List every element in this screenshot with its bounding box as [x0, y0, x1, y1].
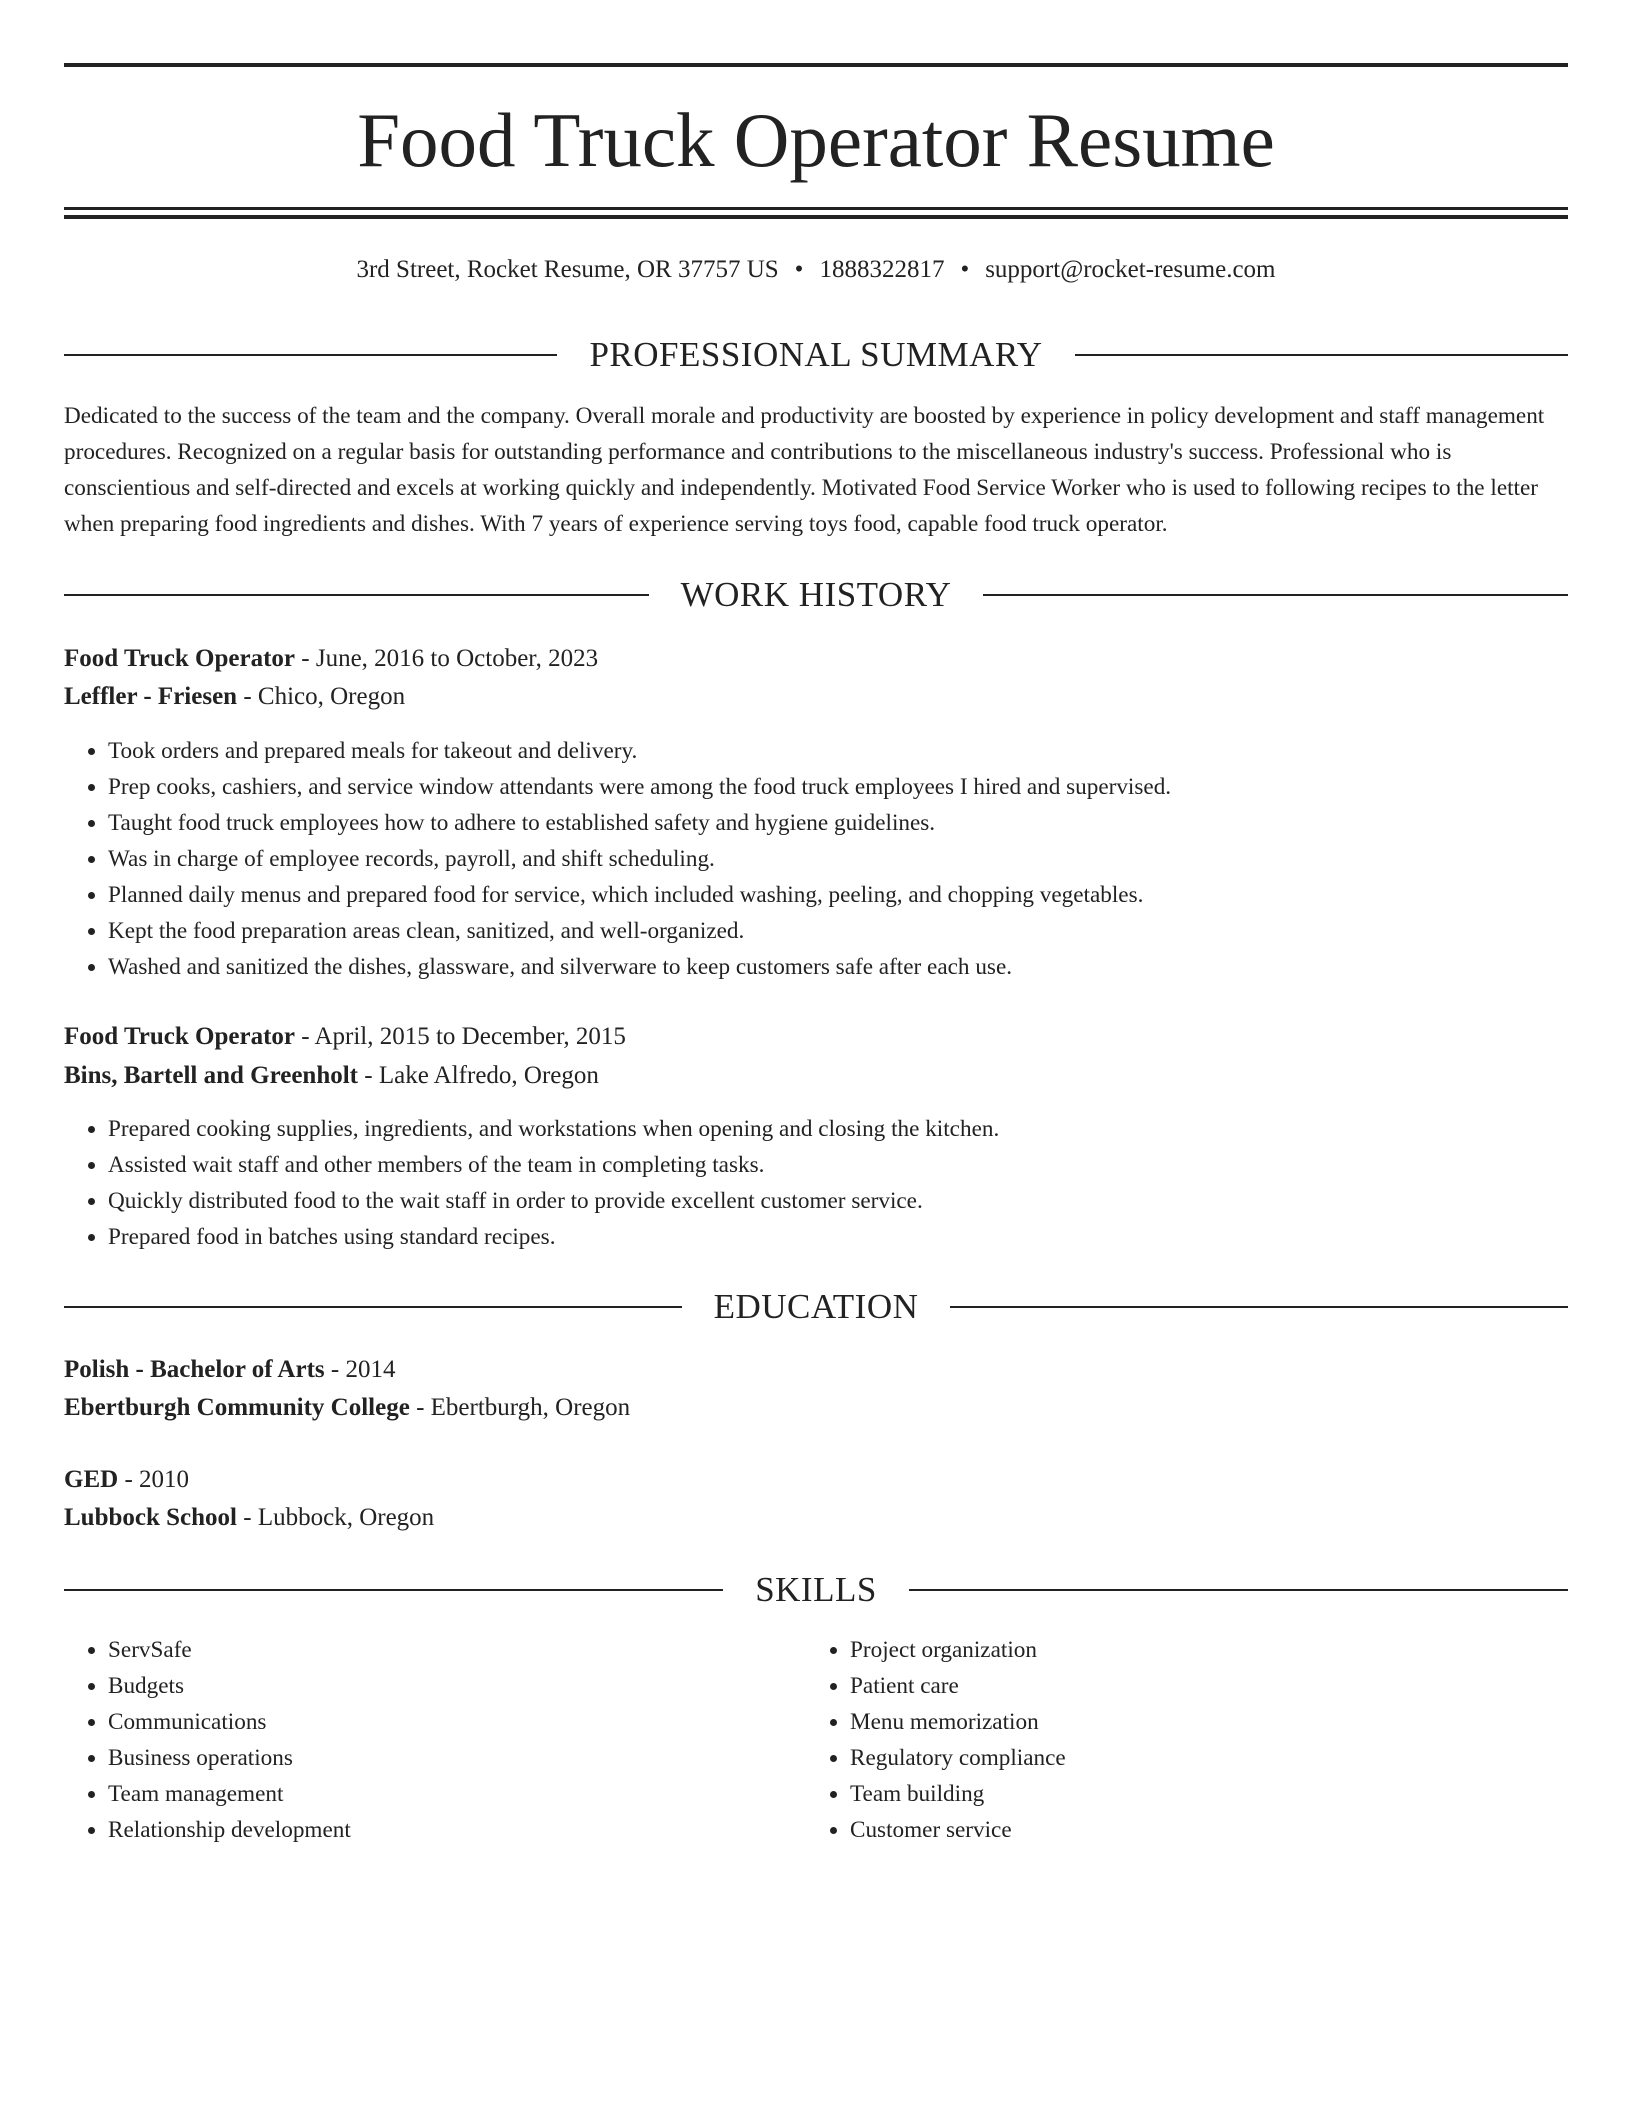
job-company-line	[64, 679, 405, 715]
skill-item: • Business operations	[108, 1740, 808, 1776]
section-title-skills: SKILLS	[755, 1570, 877, 1609]
section-header-skills	[64, 1567, 1568, 1613]
section-rule	[64, 594, 649, 596]
section-rule	[64, 1306, 682, 1308]
education-degree: GED	[64, 1466, 119, 1493]
job-title-line	[64, 1019, 626, 1055]
education-school-line	[64, 1390, 630, 1426]
job-title-line	[64, 641, 598, 677]
job-company: Leffler - Friesen	[64, 683, 238, 710]
list-item: • Was in charge of employee records, payroll, and shift scheduling.	[108, 841, 1171, 877]
title-top-rule	[64, 63, 1568, 67]
skill-item: • Team management	[108, 1776, 808, 1812]
education-location: - Lubbock, Oregon	[237, 1504, 435, 1531]
contact-separator: •	[794, 256, 804, 283]
section-rule	[950, 1306, 1568, 1308]
education-year: - 2010	[118, 1466, 190, 1493]
resume-title: Food Truck Operator Resume	[357, 97, 1275, 183]
education-degree-line	[64, 1352, 395, 1388]
job-company-line	[64, 1058, 599, 1094]
job-bullets	[64, 1111, 999, 1255]
skill-item: • Customer service	[850, 1812, 1550, 1848]
skill-item: • ServSafe	[108, 1632, 808, 1668]
list-item: • Planned daily menus and prepared food for service, which included washing, peeling, and chopping vegetables.	[108, 877, 1171, 913]
list-item: • Assisted wait staff and other members of the team in completing tasks.	[108, 1147, 999, 1183]
job-location: - Chico, Oregon	[237, 683, 406, 710]
education-school-line	[64, 1500, 434, 1536]
section-header-work	[64, 572, 1568, 618]
section-header-summary	[64, 332, 1568, 378]
education-school: Ebertburgh Community College	[64, 1394, 410, 1421]
education-degree: Polish - Bachelor of Arts	[64, 1356, 325, 1383]
skills-list-right	[806, 1632, 1550, 1848]
section-title-work: WORK HISTORY	[680, 575, 952, 614]
section-rule	[1075, 354, 1568, 356]
contact-phone: 1888322817	[819, 256, 945, 283]
section-title-summary: PROFESSIONAL SUMMARY	[589, 335, 1043, 374]
list-item: • Prepared food in batches using standard recipes.	[108, 1219, 999, 1255]
education-location: - Ebertburgh, Oregon	[409, 1394, 631, 1421]
contact-line	[64, 252, 1568, 288]
section-rule	[64, 354, 557, 356]
skill-item: • Communications	[108, 1704, 808, 1740]
title-bottom-rule-1	[64, 207, 1568, 210]
job-location: - Lake Alfredo, Oregon	[358, 1062, 599, 1089]
contact-email: support@rocket-resume.com	[985, 256, 1276, 283]
job-company: Bins, Bartell and Greenholt	[64, 1062, 359, 1089]
job-dates: - June, 2016 to October, 2023	[295, 645, 599, 672]
contact-separator: •	[960, 256, 970, 283]
section-header-education	[64, 1284, 1568, 1330]
skill-item: • Relationship development	[108, 1812, 808, 1848]
section-title-education: EDUCATION	[713, 1287, 919, 1326]
list-item: • Quickly distributed food to the wait staff in order to provide excellent customer service.	[108, 1183, 999, 1219]
job-dates: - April, 2015 to December, 2015	[295, 1023, 626, 1050]
section-rule	[64, 1589, 723, 1591]
skill-item: • Patient care	[850, 1668, 1550, 1704]
list-item: • Prepared cooking supplies, ingredients, and workstations when opening and closing the kitchen.	[108, 1111, 999, 1147]
contact-address: 3rd Street, Rocket Resume, OR 37757 US	[356, 256, 779, 283]
skill-item: • Project organization	[850, 1632, 1550, 1668]
summary-text: Dedicated to the success of the team and the company. Overall morale and productivity are boosted by experience in policy development and staff management procedures. Recognized on a regular basis for outstanding performance and contributions to the miscellaneous industry's success. Professional who is conscientious and self-directed and excels at working quickly and independently. Motivated Food Service Worker who is used to following recipes to the letter when preparing food ingredients and dishes. With 7 years of experience serving toys food, capable food truck operator.	[64, 403, 1545, 537]
skills-list-left	[64, 1632, 808, 1848]
job-bullets	[64, 733, 1171, 985]
section-rule	[909, 1589, 1568, 1591]
list-item: • Taught food truck employees how to adhere to established safety and hygiene guidelines.	[108, 805, 1171, 841]
skill-item: • Team building	[850, 1776, 1550, 1812]
education-degree-line	[64, 1462, 189, 1498]
skill-item: • Budgets	[108, 1668, 808, 1704]
list-item: • Prep cooks, cashiers, and service window attendants were among the food truck employees I hired and supervised.	[108, 769, 1171, 805]
education-school: Lubbock School	[64, 1504, 237, 1531]
list-item: • Kept the food preparation areas clean, sanitized, and well-organized.	[108, 913, 1171, 949]
education-year: - 2014	[324, 1356, 396, 1383]
job-title: Food Truck Operator	[64, 645, 296, 672]
skill-item: • Menu memorization	[850, 1704, 1550, 1740]
section-rule	[983, 594, 1568, 596]
job-title: Food Truck Operator	[64, 1023, 296, 1050]
title-bottom-rule-2	[64, 215, 1568, 219]
list-item: • Washed and sanitized the dishes, glassware, and silverware to keep customers safe after each use.	[108, 949, 1171, 985]
skill-item: • Regulatory compliance	[850, 1740, 1550, 1776]
list-item: • Took orders and prepared meals for takeout and delivery.	[108, 733, 1171, 769]
